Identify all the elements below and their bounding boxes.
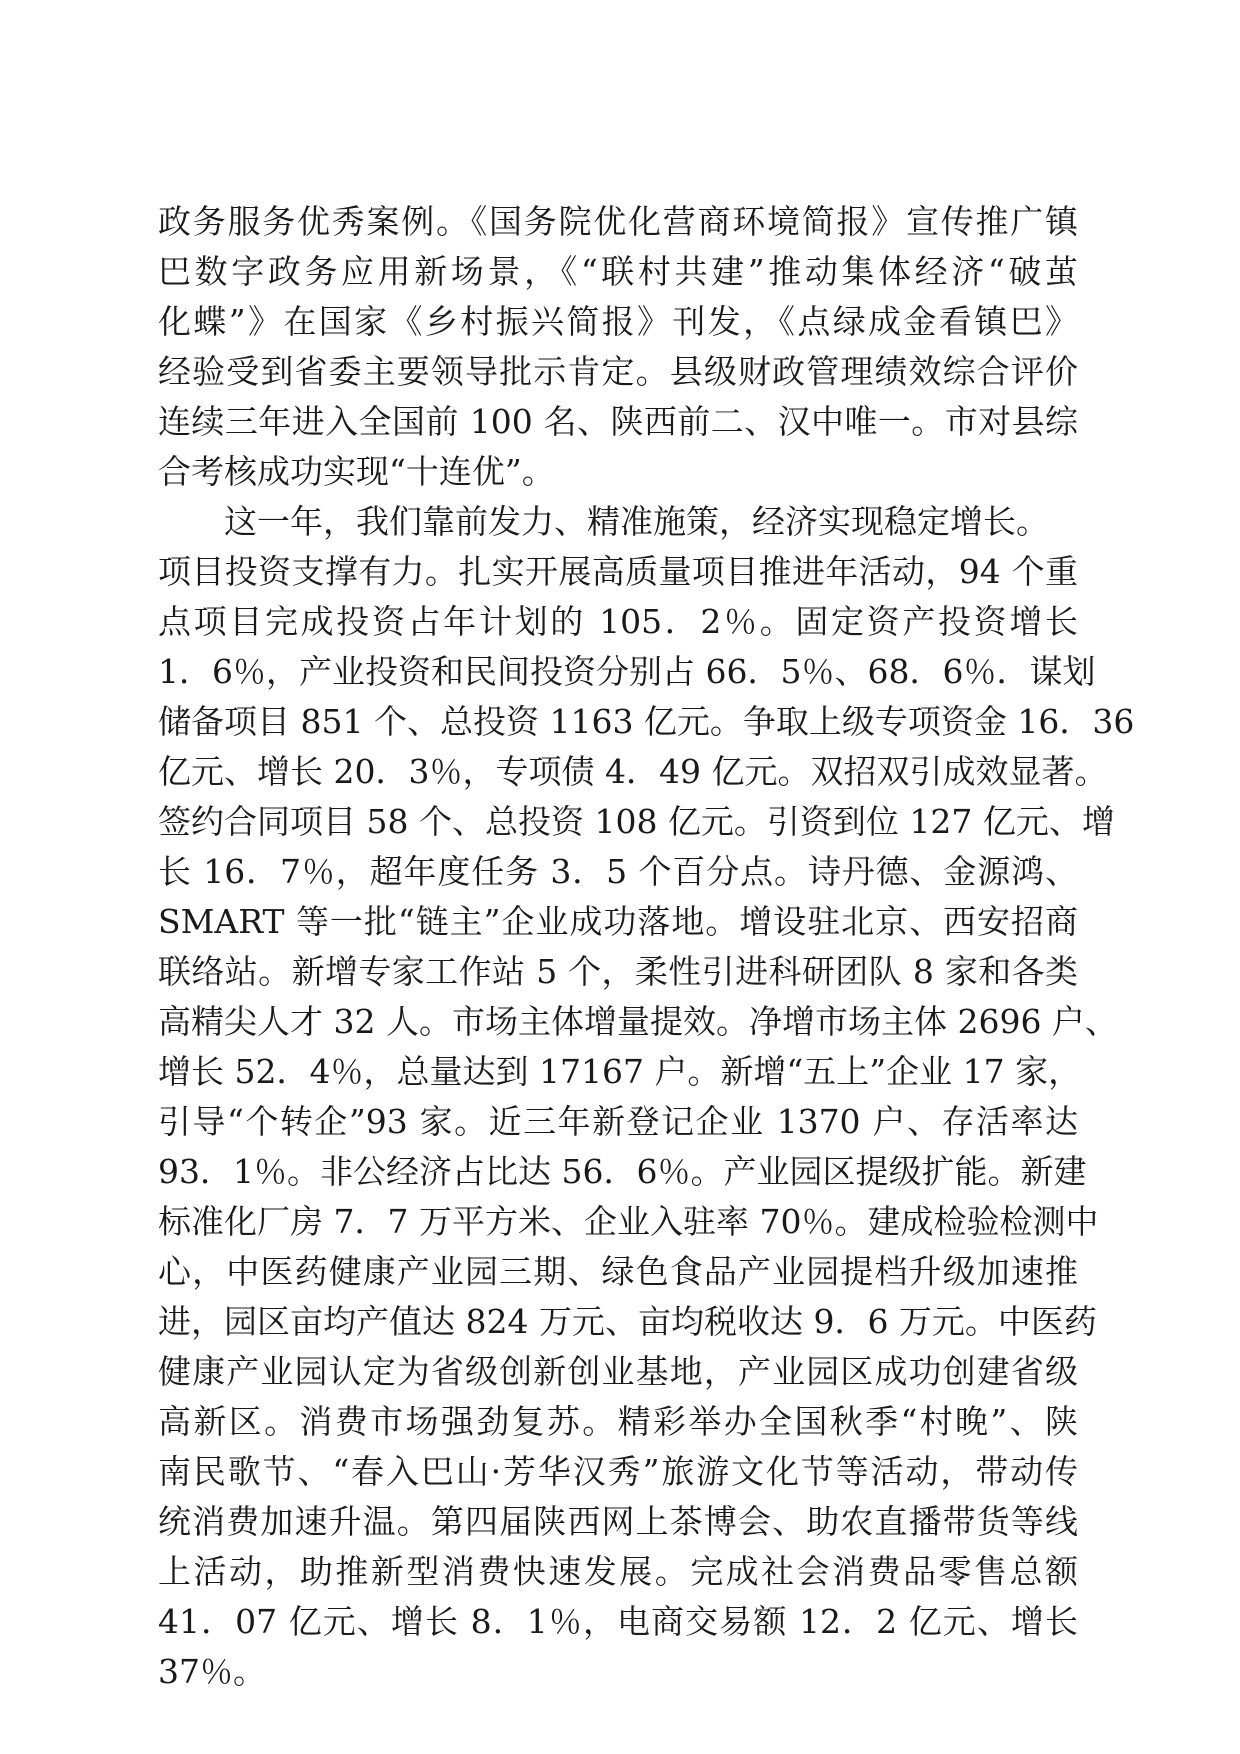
text-line: 签约合同项目 58 个、总投资 108 亿元。引资到位 127 亿元、增 [158,802,1115,841]
text-line: 化蝶”》在国家《乡村振兴简报》刊发，《点绿成金看镇巴》 [158,302,1078,341]
text-line: 健康产业园认定为省级创新创业基地，产业园区成功创建省级 [158,1352,1078,1391]
text-line: 1．6％，产业投资和民间投资分别占 66．5％、68．6％．谋划 [158,652,1096,691]
text-line: 项目投资支撑有力。扎实开展高质量项目推进年活动，94 个重 [158,552,1078,591]
text-line: 经验受到省委主要领导批示肯定。县级财政管理绩效综合评价 [158,352,1078,391]
text-line: 储备项目 851 个、总投资 1163 亿元。争取上级专项资金 16．36 [158,702,1135,741]
text-line: 合考核成功实现“十连优”。 [158,452,555,491]
text-line: 统消费加速升温。第四届陕西网上茶博会、助农直播带货等线 [158,1502,1078,1541]
text-line: 连续三年进入全国前 100 名、陕西前二、汉中唯一。市对县综 [158,402,1078,441]
text-line: 高精尖人才 32 人。市场主体增量提效。净增市场主体 2696 户、 [158,1002,1118,1041]
text-line: 长 16．7％，超年度任务 3．5 个百分点。诗丹德、金源鸿、 [158,852,1078,891]
text-line: 政务服务优秀案例。《国务院优化营商环境简报》宣传推广镇 [158,202,1078,241]
text-line: 上活动，助推新型消费快速发展。完成社会消费品零售总额 [158,1552,1078,1591]
text-line: 心，中医药健康产业园三期、绿色食品产业园提档升级加速推 [158,1252,1078,1291]
text-line: 37％。 [158,1652,266,1691]
text-line: 进，园区亩均产值达 824 万元、亩均税收达 9．6 万元。中医药 [158,1302,1097,1341]
text-line: 增长 52．4％，总量达到 17167 户。新增“五上”企业 17 家， [158,1052,1082,1091]
text-line: 联络站。新增专家工作站 5 个，柔性引进科研团队 8 家和各类 [158,952,1078,991]
text-line: 亿元、增长 20．3％，专项债 4．49 亿元。双招双引成效显著。 [158,752,1108,791]
text-line: 标准化厂房 7．7 万平方米、企业入驻率 70％。建成检验检测中 [158,1202,1099,1241]
text-line: 高新区。消费市场强劲复苏。精彩举办全国秋季“村晚”、陕 [158,1402,1078,1441]
text-line: 93．1％。非公经济占比达 56．6％。产业园区提级扩能。新建 [158,1152,1087,1191]
text-line: SMART 等一批“链主”企业成功落地。增设驻北京、西安招商 [158,902,1078,941]
text-line: 41．07 亿元、增长 8．1％，电商交易额 12．2 亿元、增长 [158,1602,1078,1641]
text-line: 巴数字政务应用新场景，《“联村共建”推动集体经济“破茧 [158,252,1078,291]
text-line: 南民歌节、“春入巴山·芳华汉秀”旅游文化节等活动，带动传 [158,1452,1078,1491]
text-line: 这一年，我们靠前发力、精准施策，经济实现稳定增长。 [224,502,1049,541]
text-line: 点项目完成投资占年计划的 105．2％。固定资产投资增长 [158,602,1078,641]
text-line: 引导“个转企”93 家。近三年新登记企业 1370 户、存活率达 [158,1102,1078,1141]
body-text [158,197,1135,1697]
